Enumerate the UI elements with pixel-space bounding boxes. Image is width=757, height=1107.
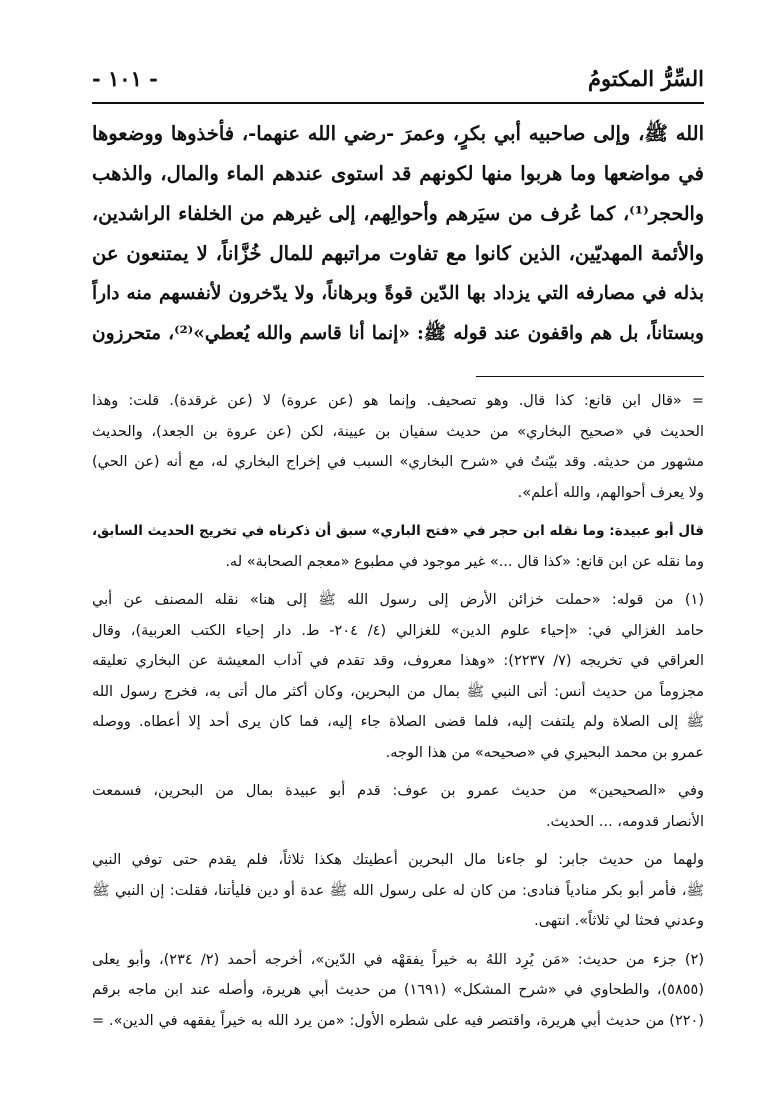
- footnote-line: عمرو بن محمد البحيري في «صحيحه» من هذا الوجه.: [385, 744, 704, 761]
- footnote-line: ولهما من حديث جابر: لو جاءنا مال البحرين أعطيتك هكذا ثلاثاً، فلم يقدم حتى توفي النبي: [92, 852, 704, 868]
- footnote-1-continued: [92, 776, 704, 837]
- page-number: - ١٠١ -: [92, 66, 158, 91]
- main-text-line: والأئمة المهديّين، الذين كانوا مع تفاوت مراتبهم للمال خُزَّاناً، لا يمتنعون عن: [92, 242, 704, 265]
- footnote-line: (٢٢٠) من حديث أبي هريرة، واقتصر فيه على شطره الأول: «من يرد الله به خيراً يفقهه في الدين». =: [92, 1012, 704, 1029]
- footnotes: [92, 386, 704, 1044]
- header-rule: [92, 102, 704, 104]
- running-title: السِّرُّ المكتومُ: [587, 66, 704, 91]
- main-text-line: في مواضعها وما هربوا منها لكونهم قد استوى عندهم الماء والمال، والذهب: [92, 162, 704, 185]
- footnote-line: = «قال ابن قانع: كذا قال. وهو تصحيف. وإنما هو (عن عروة) لا (عن غرقدة). قلت: وهذا: [92, 393, 704, 409]
- footnote-1: [92, 585, 704, 768]
- footnote-2: [92, 945, 704, 1037]
- footnote-line: ﷺ إلى الصلاة ولم يلتفت إليه، فلما قضى الصلاة جاء إليه، فما كان يرى أحد إلا أعطاه. ووصله: [92, 714, 704, 730]
- main-text-line: وبستاناً، بل هم واقفون عند قوله ﷺ: «إنما أنا قاسم والله يُعطي»⁽²⁾، متحرزون: [92, 323, 704, 344]
- editor-note: [92, 516, 704, 577]
- footnote-separator: [476, 376, 704, 377]
- footnote-line: مجزوماً من حديث أنس: أتى النبي ﷺ بمال من البحرين، وكان أكثر مال أتى به، فخرج رسول الله: [92, 683, 704, 700]
- footnote-line: الأنصار قدومه، ... الحديث.: [545, 813, 704, 830]
- footnote-line: وعدني فحثا لي ثلاثاً». انتهى.: [534, 913, 704, 929]
- footnote-line: وما نقله عن ابن قانع: «كذا قال ...» غير موجود في مطبوع «معجم الصحابة» له.: [225, 553, 704, 570]
- footnote-line: مشهور من حديثه. وقد بيّنتُ في «شرح البخاري» السبب في إخراج البخاري له، مع أنه (عن الحي): [92, 454, 704, 470]
- footnote-line: (٢) جزء من حديث: «مَن يُرِد اللهُ به خيراً يفقهْه في الدّين»، أخرجه أحمد (٢/ ٢٣٤)، وأبو يعلى: [92, 951, 704, 968]
- main-text-line: والحجر⁽¹⁾، كما عُرف من سيَرهم وأحوالِهم، إلى غيرهم من الخلفاء الراشدين،: [92, 203, 704, 225]
- main-text-line: بذله في مصارفه التي يزداد بها الدّين قوةً وبرهاناً، ولا يدّخرون لأنفسهم منه داراً: [92, 283, 704, 304]
- footnote-line: العراقي في تخريجه (٧/ ٢٢٣٧): «وهذا معروف، وقد تقدم في آداب المعيشة عن البخاري تعليقه: [92, 653, 704, 669]
- main-text-line: الله ﷺ، وإلى صاحبيه أبي بكرٍ، وعمرَ -رضي الله عنهما-، فأخذوها ووضعوها: [92, 122, 704, 145]
- main-text: [92, 114, 704, 354]
- footnote-1-jabir: [92, 845, 704, 937]
- footnote-line: وفي «الصحيحين» من حديث عمرو بن عوف: قدم أبو عبيدة بمال من البحرين، فسمعت: [92, 783, 704, 799]
- footnote-line: (٥٨٥٥)، والطحاوي في «شرح المشكل» (١٦٩١) من حديث أبي هريرة، وأصله عند ابن ماجه برقم: [92, 982, 704, 998]
- page-header: [92, 66, 704, 102]
- footnote-line: حامد الغزالي في: «إحياء علوم الدين» للغزالي (٤/ ٢٠٤- ط. دار إحياء الكتب العربية)، وقال: [92, 622, 704, 639]
- footnote-continuation: [92, 386, 704, 508]
- footnote-line: الحديث في «صحيح البخاري» من حديث سفيان بن عيينة، لكن (عن عروة بن الجعد)، والحديث: [92, 423, 704, 440]
- footnote-line: قال أبو عبيدة: وما نقله ابن حجر في «فتح الباري» سبق أن ذكرناه في تخريج الحديث السابق،: [92, 523, 704, 539]
- footnote-line: (١) من قوله: «حملت خزائن الأرض إلى رسول الله ﷺ إلى هنا» نقله المصنف عن أبي: [92, 592, 704, 608]
- footnote-line: ﷺ، فأمر أبو بكر منادياً فنادى: من كان له على رسول الله ﷺ عدة أو دين فليأتنا، فقلت: إن النبي ﷺ: [92, 882, 704, 899]
- footnote-line: ولا يعرف أحوالهم، والله أعلم».: [517, 484, 704, 501]
